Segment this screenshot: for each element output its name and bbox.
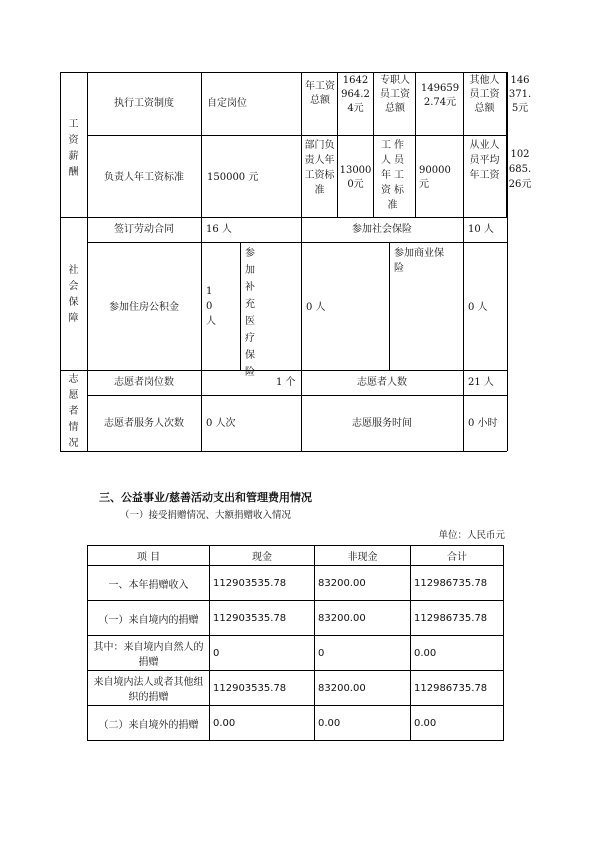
col-header-item: 项 目 <box>88 546 210 566</box>
volunteer-hours-label: 志愿服务时间 <box>352 418 412 429</box>
labor-contract-value: 16 人 <box>206 224 232 235</box>
table-row: （二）来自境外的捐赠 0.00 0.00 0.00 <box>88 706 504 741</box>
table-row: 一、本年捐赠收入 112903535.78 83200.00 112986735.78 <box>88 566 504 601</box>
social-insurance-label: 参加社会保险 <box>352 224 412 235</box>
salary-section-label: 工 资 薪 酬 <box>68 119 79 178</box>
section3-heading: 三、公益事业/慈善活动支出和管理费用情况 <box>99 491 313 504</box>
head-wage-label: 负责人年工资标准 <box>104 172 184 183</box>
volunteer-times-label: 志愿者服务人次数 <box>104 418 184 429</box>
table-row: （一）来自境内的捐赠 112903535.78 83200.00 112986735.78 <box>88 601 504 636</box>
avg-wage-value: 102685.26元 <box>508 149 532 190</box>
volunteer-section-label: 志 愿 者 情 况 <box>68 374 79 449</box>
housing-fund-label: 参加住房公积金 <box>109 302 179 313</box>
table-row: 其中：来自境内自然人的捐赠 0 0 0.00 <box>88 636 504 671</box>
worker-wage-label: 工作人员年工资标准 <box>381 140 407 211</box>
total-wage-value: 1642964.24元 <box>341 75 370 114</box>
social-section-label: 社 会 保 障 <box>68 265 79 324</box>
worker-wage-value: 90000元 <box>419 165 451 190</box>
unit-label: 单位：人民币元 <box>438 530 505 541</box>
col-header-noncash: 非现金 <box>315 546 411 566</box>
col-header-total: 合计 <box>411 546 504 566</box>
avg-wage-label: 从业人员平均年工资 <box>469 140 500 181</box>
supplementary-medical-value: 0 人 <box>306 302 326 313</box>
commercial-insurance-label: 参加商业保险 <box>394 248 444 274</box>
donation-table <box>87 545 504 741</box>
supplementary-medical-label: 参加补充医疗保险 <box>245 248 255 378</box>
volunteer-count-value: 21 人 <box>468 377 494 388</box>
head-wage-value: 150000 元 <box>207 172 259 183</box>
staff-wage-value: 1496592.74元 <box>420 83 460 108</box>
total-wage-label: 年工资总额 <box>305 81 335 106</box>
volunteer-posts-label: 志愿者岗位数 <box>114 377 174 388</box>
volunteer-count-label: 志愿者人数 <box>357 377 407 388</box>
wage-system-label: 执行工资制度 <box>114 98 174 109</box>
other-wage-value: 146371.5元 <box>508 75 532 114</box>
housing-fund-value: 10人 <box>206 286 216 327</box>
table-row: 来自境内法人或者其他组织的捐赠 112903535.78 83200.00 112986735.78 <box>88 671 504 706</box>
table-header-row <box>88 546 504 566</box>
volunteer-times-value: 0 人次 <box>206 418 236 429</box>
commercial-insurance-value: 0 人 <box>468 302 488 313</box>
section3-subheading: （一）接受捐赠情况、大额捐赠收入情况 <box>120 510 292 521</box>
wage-system-value: 自定岗位 <box>207 98 247 109</box>
dept-wage-value: 130000元 <box>339 165 372 190</box>
social-insurance-value: 10 人 <box>468 224 494 235</box>
other-wage-label: 其他人员工资总额 <box>469 75 500 114</box>
col-header-cash: 现金 <box>210 546 315 566</box>
dept-wage-label: 部门负责人年工资标准 <box>304 140 335 196</box>
labor-contract-label: 签订劳动合同 <box>114 224 174 235</box>
staff-wage-label: 专职人员工资总额 <box>380 75 410 114</box>
volunteer-posts-value: 1 个 <box>276 377 296 388</box>
volunteer-hours-value: 0 小时 <box>468 418 498 429</box>
